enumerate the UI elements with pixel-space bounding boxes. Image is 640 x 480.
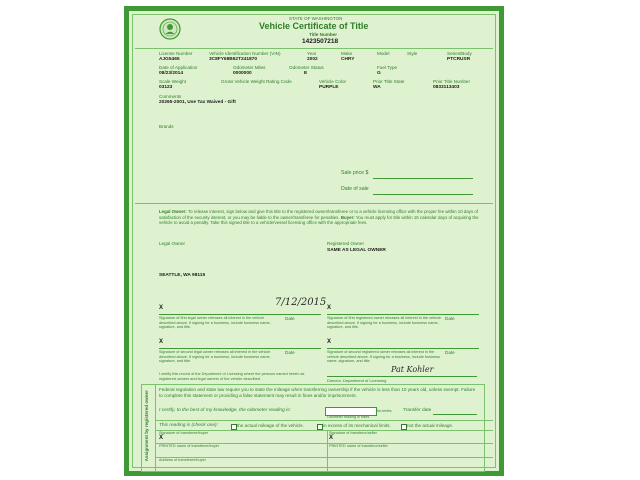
legal-owner-lead: Legal Owner: [159, 209, 187, 214]
title-number-label: Title Number [309, 32, 337, 37]
model-label: Model [377, 51, 390, 56]
prior-title-number: 0833113403 [433, 85, 460, 90]
sig4-date-label: Date [445, 350, 455, 355]
make-label: Make [341, 51, 353, 56]
vin: 3C8FY68B62T241870 [209, 57, 258, 62]
prior-title-state-label: Prior Title State [373, 79, 405, 84]
comments-value: 20265-2001, Use Tax Waived - Gift [159, 100, 236, 105]
header-rule [135, 48, 493, 49]
sig1-x: X [159, 305, 164, 311]
check-one-lead: This reading is (check one): [159, 423, 218, 428]
prior-title-number-label: Prior Title Number [433, 79, 471, 84]
odometer-miles: 0000000 [233, 71, 252, 76]
sig2-x: X [327, 305, 332, 311]
printed-transferor-label: PRINTED name of transferor/seller [329, 444, 388, 448]
option-not-actual-label: not the actual mileage. [407, 423, 454, 428]
title-number: 1423507218 [302, 38, 339, 45]
brands-label: Brands [159, 124, 174, 129]
fuel-type: G [377, 71, 381, 76]
style-label: Style [407, 51, 418, 56]
sig3-date-label: Date [285, 350, 295, 355]
address-transferee-label: Address of transferee/buyer [159, 458, 206, 462]
date-of-application-label: Date of Application [159, 65, 198, 70]
option-excess-label: in excess of its mechanical limits. [323, 423, 391, 428]
sig1-line [159, 314, 321, 315]
sale-price-label: Sale price $ [341, 170, 369, 176]
buyer-rule-3 [156, 457, 493, 458]
date-of-application: 08/23/2014 [159, 71, 184, 76]
date-of-sale-label: Date of sale [341, 186, 369, 192]
buyer-seller-divider [327, 430, 328, 471]
sig1-date-label: Date [285, 316, 295, 321]
gvwr-label: Gross Vehicle Weight Rating Code [221, 79, 292, 84]
sig2-date-label: Date [445, 316, 455, 321]
sig4-label: Signature of second registered owner releases all interest in the vehicle described above. If signing for a business, include business name, signature, and title. [327, 350, 440, 364]
odometer-certify-line: I certify, to the best of my knowledge, the odometer reading is: [159, 408, 291, 413]
buyer-lead: Buyer: [340, 214, 355, 220]
registered-owner-value: SAME AS LEGAL OWNER [327, 248, 386, 253]
odometer-miles-label: Odometer Miles [233, 65, 266, 70]
director-line [327, 376, 477, 377]
prior-title-state: WA [373, 85, 381, 90]
year-label: Year [307, 51, 317, 56]
sig3-x: X [159, 339, 164, 345]
document-title: Vehicle Certificate of Title [259, 21, 369, 31]
sig4-x: X [327, 339, 332, 345]
sig1-label: Signature of first legal owner releases all interest in the vehicle described above. If signing for a business, include business name, signature, and title. [159, 316, 271, 330]
printed-transferee-label: PRINTED name of transferee/buyer [159, 444, 220, 448]
sig-transferor-x: X [329, 435, 334, 441]
odometer-status-label: Odometer Status [289, 65, 324, 70]
federal-regulation-text: Federal regulation and state law require you to state the mileage when transferring ownership if the vehicle is less than 10 years old, unless exempt. Failure to complete this statement or providing a false statement may result in fines and/or imprisonment. [159, 387, 476, 398]
odometer-reading-label: Odometer reading in miles [327, 415, 370, 419]
odometer-status: E [304, 71, 308, 76]
state-label: STATE OF WASHINGTON [289, 16, 343, 21]
handwritten-date: 7/12/2015 [275, 297, 327, 308]
option-actual-label: the actual mileage of the vehicle. [237, 423, 304, 428]
series: PTCRUSR [447, 57, 471, 62]
sig-transferee-x: X [159, 435, 164, 441]
legal-owner-city: SEATTLE, WA 98115 [159, 273, 206, 278]
legal-top-rule [135, 203, 493, 204]
transfer-date-label: Transfer date [403, 408, 432, 413]
year: 2002 [307, 57, 318, 62]
vehicle-color: PURPLE [319, 85, 339, 90]
comments-label: Comments [159, 94, 182, 99]
sig3-line [159, 348, 321, 349]
sig2-label: Signature of first registered owner releases all interest in the vehicle described above. If signing for a business, include business name, signature, and title. [327, 316, 441, 330]
legal-owner-label: Legal Owner [159, 241, 186, 246]
series-label: Series/Body [447, 51, 472, 56]
vin-label: Vehicle Identification Number (VIN) [209, 51, 281, 56]
legal-owner-instructions [159, 209, 479, 226]
transfer-date-line [433, 414, 477, 415]
legal-owner-text: To release interest, sign below and give this title to the registered owner/transferee or to a vehicle licensing office with the proper fee within 10 days of satisfaction of the security interest, or you may be liable to the owner/transferee for penalties. [159, 209, 479, 220]
title-certificate [124, 6, 504, 476]
no-tenths-label: No tenths [377, 409, 392, 413]
vehicle-color-label: Vehicle Color [319, 79, 347, 84]
registered-owner-label: Registered Owner [327, 241, 365, 246]
sig4-line [327, 348, 479, 349]
dol-certify-text: I certify this record of the Department of Licensing where the persons named herein as registered owners and legal owners of the vehicle described. [159, 372, 305, 381]
buyer-text: You must apply for title within 15 calendar days of acquiring the vehicle to avoid a penalty. Take this signed title to a vehicle/vessel licensing office with the appropriate fees. [159, 214, 479, 226]
scale-weight-label: Scale Weight [159, 79, 186, 84]
license-number-label: License Number [159, 51, 193, 56]
director-signature: Pat Kohler [391, 365, 434, 374]
fuel-type-label: Fuel Type [377, 65, 398, 70]
sig-transferee-label: Signature of transferee/buyer [159, 431, 209, 435]
sig3-label: Signature of second legal owner releases all interest in the vehicle described above. If signing for a business, include business name, signature, and title. [159, 350, 271, 364]
scale-weight: 03123 [159, 85, 173, 90]
sig2-line [327, 314, 479, 315]
make: CHRY [341, 57, 355, 62]
license-number: AJG5465 [159, 57, 180, 62]
check-top-rule [156, 420, 493, 421]
sale-price-line [373, 178, 473, 179]
sig-transferor-label: Signature of transferor/seller [329, 431, 377, 435]
director-label: Director, Department of Licensing [327, 378, 387, 383]
state-seal-icon [159, 18, 181, 40]
date-of-sale-line [373, 194, 473, 195]
odometer-side-label: Assignment by registered owner [143, 390, 149, 462]
